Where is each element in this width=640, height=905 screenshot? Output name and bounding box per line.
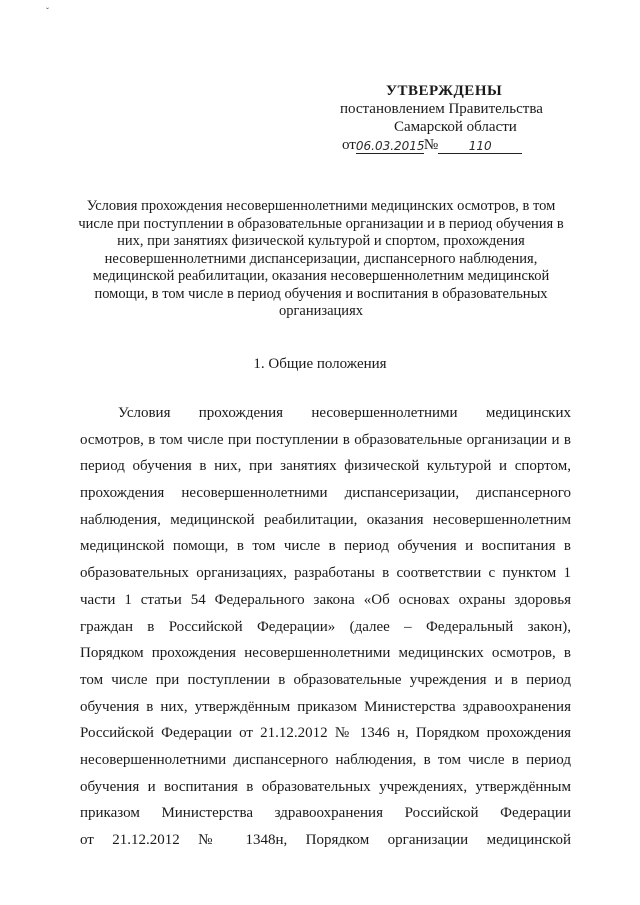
body-line: период обучения в них, при занятиях физической культурой и спортом, [80, 458, 571, 475]
body-line: несовершеннолетними диспансерного наблюдения, в том числе в период [80, 751, 571, 768]
approval-title: УТВЕРЖДЕНЫ [386, 83, 503, 99]
corner-mark: ˇ [46, 6, 49, 16]
handwritten-number: 110 [438, 139, 522, 154]
document-title: Условия прохождения несовершеннолетними медицинских осмотров, в том числе при поступлении в образовательные организации и в период обучения в них, при занятиях физической культурой и спортом, прохождения несовершеннолетними диспансеризации, диспансерного наблюдения, медицинской реабилитации, оказания несовершеннолетним медицинской помощи, в том числе в период обучения и воспитания в образовательных организациях [78, 198, 564, 319]
body-line: от 21.12.2012 № 1348н, Порядком организации медицинской [80, 832, 571, 848]
body-line: прохождения несовершеннолетними диспансеризации, диспансерного [80, 485, 571, 502]
body-line: обучения в них, утверждённым приказом Министерства здравоохранения [80, 698, 571, 715]
section-heading: 1. Общие положения [253, 356, 387, 372]
body-line: граждан в Российской Федерации» (далее – Федеральный закон), [80, 618, 571, 635]
number-prefix: № [423, 137, 439, 153]
body-line: части 1 статьи 54 Федерального закона «Об основах охраны здоровья [80, 591, 571, 608]
approval-date-line [330, 136, 560, 154]
body-line: медицинской помощи, в том числе в период обучения и воспитания в [80, 538, 571, 555]
handwritten-date: 06.03.2015 [355, 139, 425, 153]
body-line: наблюдения, медицинской реабилитации, оказания несовершеннолетним [80, 511, 571, 528]
body-line: Порядком прохождения несовершеннолетними медицинских осмотров, в [80, 645, 571, 662]
body-line: том числе при поступлении в образовательные учреждения и в период [80, 671, 571, 688]
body-line: Условия прохождения несовершеннолетними медицинских [118, 405, 571, 421]
approval-line-government: постановлением Правительства [340, 101, 543, 117]
body-paragraph [80, 400, 571, 854]
body-line: приказом Министерства здравоохранения Российской Федерации [80, 805, 571, 822]
body-line: Российской Федерации от 21.12.2012 № 1346 н, Порядком прохождения [80, 725, 571, 742]
approval-line-region: Самарской области [394, 119, 517, 135]
approval-stamp [330, 82, 560, 154]
body-line: обучения и воспитания в образовательных учреждениях, утверждённым [80, 778, 571, 795]
body-line: осмотров, в том числе при поступлении в образовательные организации и в [80, 431, 571, 448]
date-prefix: от [342, 137, 356, 153]
body-line: образовательных организациях, разработаны в соответствии с пунктом 1 [80, 565, 571, 582]
